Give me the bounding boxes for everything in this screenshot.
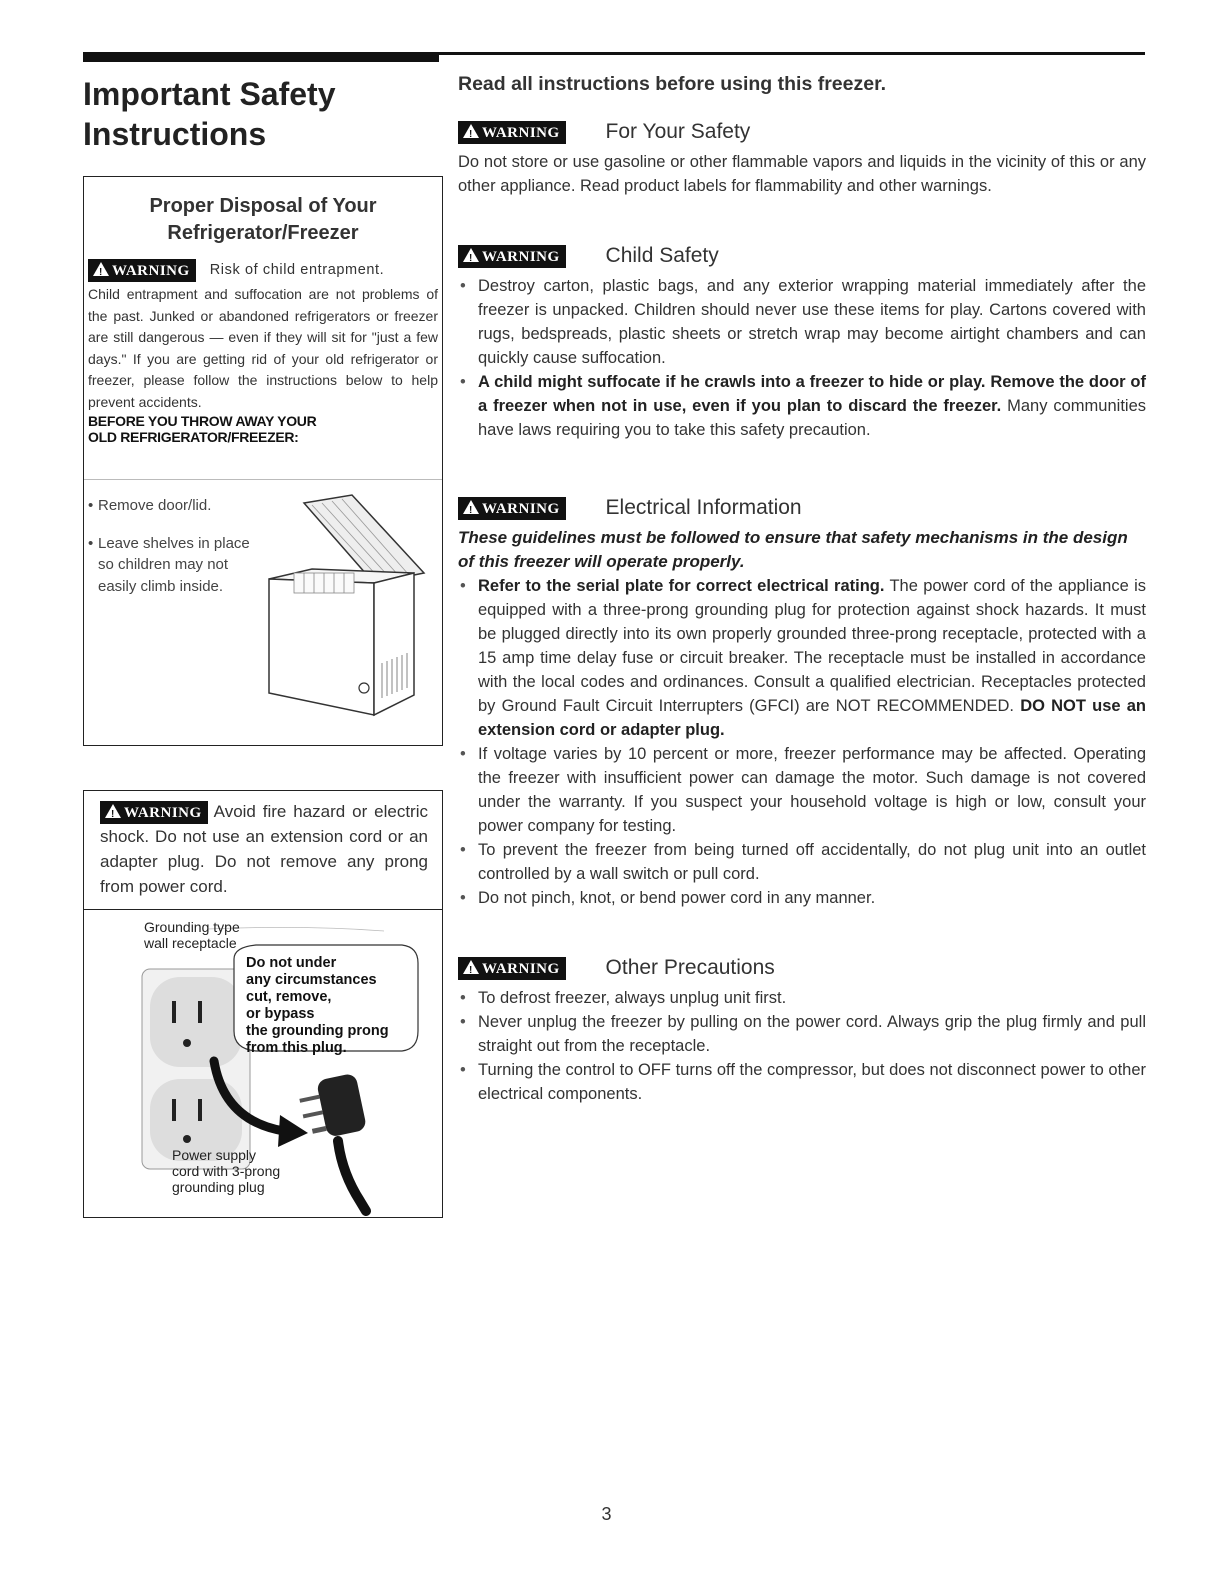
callout-line4: or bypass bbox=[246, 1006, 315, 1022]
list-item: • To defrost freezer, always unplug unit first. bbox=[458, 986, 1146, 1010]
callout-line5: the grounding prong bbox=[246, 1023, 389, 1039]
list-item: • Never unplug the freezer by pulling on the power cord. Always grip the plug firmly and pull straight out from the receptacle. bbox=[458, 1010, 1146, 1058]
disposal-box bbox=[83, 176, 443, 746]
list-item: • Leave shelves in place so children may not easily climb inside. bbox=[88, 534, 250, 595]
list-item: • Remove door/lid. bbox=[88, 497, 212, 514]
disposal-warning-text: Child entrapment and suffocation are not problems of the past. Junked or abandoned refrigerators or freezer are still dangerous — even if they will sit for "just a few days." If you are getting rid of your old refrigerator or freezer, please follow the instructions below to help prevent accidents. bbox=[88, 286, 438, 410]
callout-line3: cut, remove, bbox=[246, 989, 332, 1005]
section-heading: Child Safety bbox=[605, 244, 719, 268]
page-title-line1: Important Safety bbox=[83, 76, 336, 112]
plug-label-line2: cord with 3-prong bbox=[172, 1163, 281, 1179]
receptacle-label-line1: Grounding type bbox=[144, 919, 240, 935]
electrical-intro: These guidelines must be followed to ensure that safety mechanisms in the design of this freezer will operate properly. bbox=[458, 528, 1128, 572]
disposal-list bbox=[88, 495, 258, 597]
section-text: Do not store or use gasoline or other flammable vapors and liquids in the vicinity of this or any other appliance. Read product labels for flammability and other warnings. bbox=[458, 153, 1146, 196]
callout-line1: Do not under bbox=[246, 955, 337, 971]
section-heading: For Your Safety bbox=[605, 120, 751, 144]
list-item: • If voltage varies by 10 percent or more, freezer performance may be affected. Operating the freezer with insufficient power can damage the motor. Such damage is not covered under the warranty. If you suspect your household voltage is high or low, consult your power company for testing. bbox=[458, 742, 1146, 838]
other-precautions-list bbox=[458, 986, 1146, 1106]
plug-label bbox=[172, 1147, 280, 1195]
chest-freezer-illustration bbox=[264, 493, 444, 743]
section-heading: Electrical Information bbox=[605, 496, 802, 520]
section-child-safety bbox=[458, 242, 1146, 442]
warning-triangle-icon: ! bbox=[463, 960, 479, 974]
disposal-caps-line2: OLD REFRIGERATOR/FREEZER: bbox=[88, 429, 299, 445]
disposal-title-line2: Refrigerator/Freezer bbox=[167, 222, 359, 244]
disposal-warning-lead: Risk of child entrapment. bbox=[209, 262, 385, 279]
electric-shock-box bbox=[83, 790, 443, 1218]
page-number: 3 bbox=[601, 1504, 612, 1524]
warning-badge: ! WARNING bbox=[458, 497, 566, 520]
section-electrical bbox=[458, 494, 1146, 910]
top-rule-thin bbox=[439, 52, 1145, 55]
warning-badge: ! WARNING bbox=[458, 121, 566, 144]
warning-triangle-icon: ! bbox=[93, 262, 109, 276]
warning-triangle-icon: ! bbox=[463, 248, 479, 262]
page-title bbox=[83, 74, 335, 154]
child-safety-list bbox=[458, 274, 1146, 442]
disposal-box-title bbox=[84, 193, 442, 247]
list-item: • Destroy carton, plastic bags, and any exterior wrapping material immediately after the freezer is unpacked. Children should never use these items for play. Cartons covered with rugs, bedspreads, plastic sheets or stretch wrap may become airtight chambers and can quickly cause suffocation. bbox=[458, 274, 1146, 370]
callout-line6: from this plug. bbox=[246, 1040, 347, 1056]
section-other-precautions bbox=[458, 954, 1146, 1106]
electric-box-warning-text: Avoid fire hazard or electric shock. Do not use an extension cord or an adapter plug. Do not remove any prong from power cord. bbox=[100, 802, 428, 897]
warning-badge: ! WARNING bbox=[458, 245, 566, 268]
warning-badge: ! WARNING bbox=[458, 957, 566, 980]
plug-label-line1: Power supply bbox=[172, 1147, 257, 1163]
list-item: • Refer to the serial plate for correct electrical rating. The power cord of the appliance is equipped with a three-prong grounding plug for protection against shock hazards. It must be plugged directly into its own properly grounded three-prong receptacle, protected with a 15 amp time delay fuse or circuit breaker. The receptacle must be installed in accordance with the local codes and ordinances. Consult a qualified electrician. Receptacles protected by Ground Fault Circuit Interrupters (GFCI) are NOT RECOMMENDED. DO NOT use an extension cord or adapter plug. bbox=[458, 574, 1146, 742]
receptacle-label-line2: wall receptacle bbox=[144, 935, 237, 951]
callout-line2: any circumstances bbox=[246, 972, 377, 988]
disposal-warning bbox=[88, 259, 438, 445]
warning-triangle-icon: ! bbox=[463, 124, 479, 138]
lead-heading: Read all instructions before using this freezer. bbox=[458, 73, 887, 95]
warning-triangle-icon: ! bbox=[105, 804, 121, 818]
electric-box-warning bbox=[84, 791, 442, 910]
electrical-list bbox=[458, 574, 1146, 910]
list-item: • Turning the control to OFF turns off the compressor, but does not disconnect power to other electrical components. bbox=[458, 1058, 1146, 1106]
warning-badge: ! WARNING bbox=[88, 259, 196, 282]
receptacle-label bbox=[144, 919, 240, 951]
section-heading: Other Precautions bbox=[605, 956, 775, 980]
callout-text bbox=[246, 955, 389, 1057]
section-your-safety bbox=[458, 118, 1146, 198]
list-item: • A child might suffocate if he crawls into a freezer to hide or play. Remove the door of a freezer when not in use, even if you plan to discard the freezer. Many communities have laws requiring you to take this safety precaution. bbox=[458, 370, 1146, 442]
disposal-divider bbox=[84, 479, 442, 480]
list-item: • To prevent the freezer from being turned off accidentally, do not plug unit into an outlet controlled by a wall switch or pull cord. bbox=[458, 838, 1146, 886]
warning-badge: ! WARNING bbox=[100, 801, 208, 824]
page-title-line2: Instructions bbox=[83, 116, 267, 152]
plug-label-line3: grounding plug bbox=[172, 1179, 265, 1195]
top-rule-thick bbox=[83, 52, 439, 62]
warning-triangle-icon: ! bbox=[463, 500, 479, 514]
list-item: • Do not pinch, knot, or bend power cord in any manner. bbox=[458, 886, 1146, 910]
disposal-title-line1: Proper Disposal of Your bbox=[149, 195, 377, 217]
disposal-caps-line1: BEFORE YOU THROW AWAY YOUR bbox=[88, 413, 317, 429]
